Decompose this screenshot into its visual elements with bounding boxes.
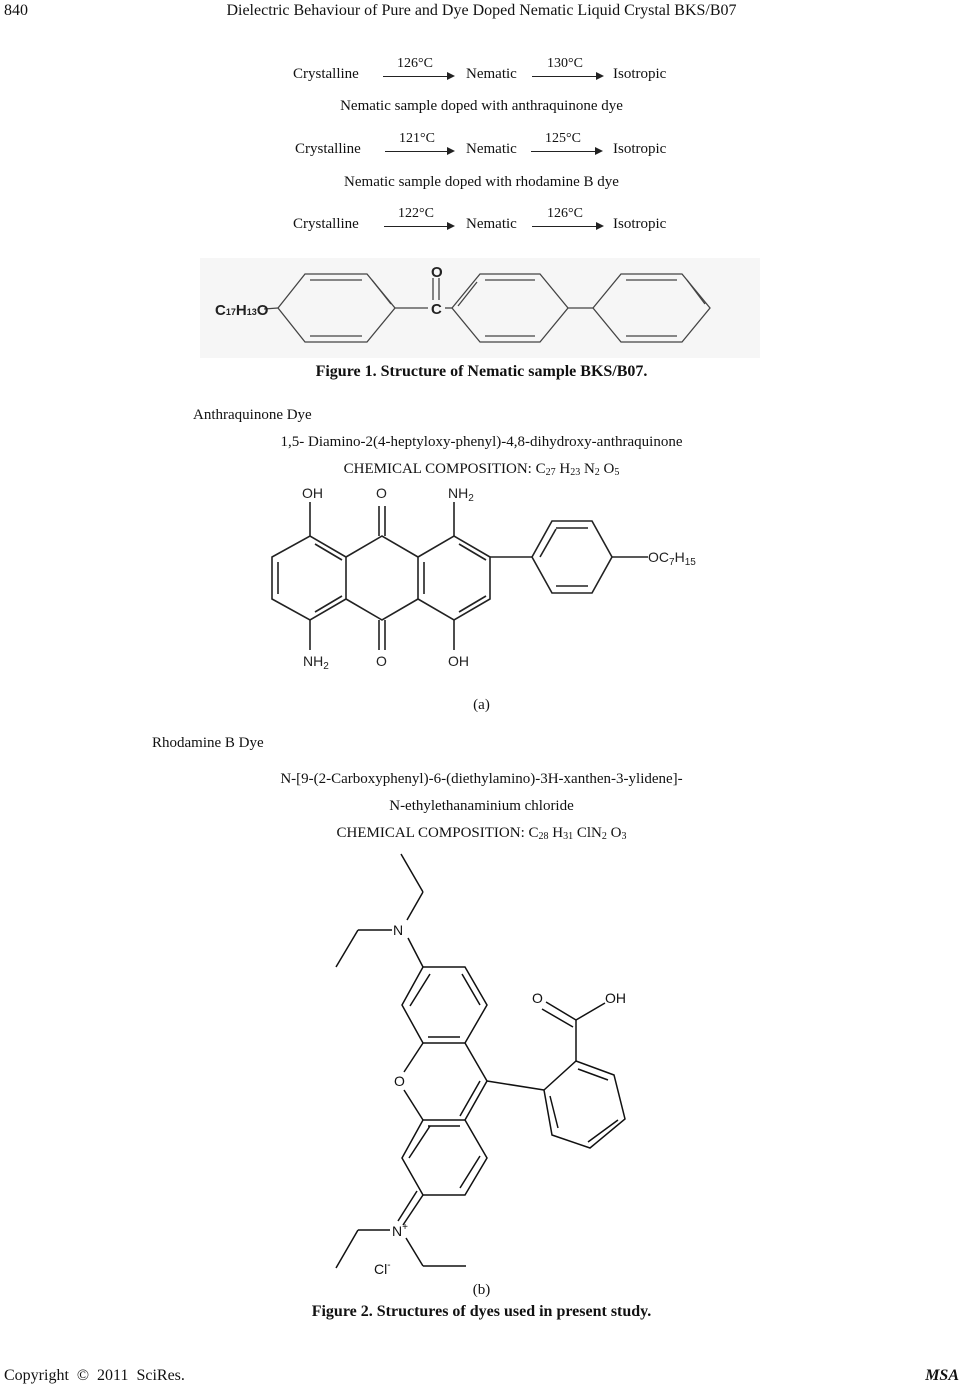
transition-row-pure: [0, 56, 963, 96]
phase-crystalline: Crystalline: [293, 216, 359, 232]
phase-isotropic: Isotropic: [613, 66, 667, 82]
n-top: N: [393, 922, 404, 938]
arrow-icon: [384, 226, 453, 227]
temp-1: 126°C: [397, 56, 433, 71]
page-number: 840: [4, 2, 28, 19]
n-plus: N+: [392, 1222, 408, 1239]
temp-2: 130°C: [547, 56, 583, 71]
rhodamine-name-line1: N-[9-(2-Carboxyphenyl)-6-(diethylamino)-3H-xanthen-3-ylidene]-: [280, 771, 683, 787]
phase-nematic: Nematic: [466, 66, 517, 82]
oh-top: OH: [302, 485, 323, 501]
carbonyl-carbon: C: [431, 301, 442, 318]
arrow-icon: [532, 226, 602, 227]
sublabel-b: (b): [472, 1282, 491, 1298]
carbonyl-oxygen: O: [431, 264, 443, 281]
phase-nematic: Nematic: [466, 216, 517, 232]
temp-2: 125°C: [545, 131, 581, 146]
rhodamine-structure: [320, 850, 640, 1280]
o-acid: O: [532, 990, 543, 1006]
figure1-caption: Figure 1. Structure of Nematic sample BKS/B07.: [315, 363, 648, 380]
label-rhodamine-doped: Nematic sample doped with rhodamine B dye: [344, 174, 619, 190]
o-top: O: [376, 485, 387, 501]
temp-1: 121°C: [399, 131, 435, 146]
phase-crystalline: Crystalline: [295, 141, 361, 157]
oh-bottom: OH: [448, 653, 469, 669]
running-title: Dielectric Behaviour of Pure and Dye Doped Nematic Liquid Crystal BKS/B07: [226, 2, 737, 19]
phase-isotropic: Isotropic: [613, 141, 667, 157]
figure2-caption: Figure 2. Structures of dyes used in present study.: [311, 1303, 652, 1320]
rhodamine-heading: Rhodamine B Dye: [152, 735, 264, 751]
journal-name: MSA: [925, 1367, 959, 1384]
chain-label: C17H13O: [215, 302, 269, 319]
sublabel-a: (a): [473, 697, 490, 713]
rhodamine-name-line2: N-ethylethanaminium chloride: [389, 798, 574, 814]
o-ring: O: [394, 1073, 405, 1089]
rhodamine-composition: CHEMICAL COMPOSITION: $C_{28}$ $H_{31}$ ClN$_2$ $O_3$: [336, 825, 627, 842]
phase-crystalline: Crystalline: [293, 66, 359, 82]
arrow-icon: [532, 76, 602, 77]
phase-nematic: Nematic: [466, 141, 517, 157]
arrow-icon: [531, 151, 601, 152]
o-bottom: O: [376, 653, 387, 669]
temp-1: 122°C: [398, 206, 434, 221]
figure1-structure: [200, 258, 760, 358]
transition-row-anthraquinone: [0, 131, 963, 171]
phase-isotropic: Isotropic: [613, 216, 667, 232]
oh-acid: OH: [605, 990, 626, 1006]
anthraquinone-structure: [260, 480, 720, 680]
copyright: Copyright © 2011 SciRes.: [4, 1367, 185, 1384]
arrow-icon: [385, 151, 453, 152]
anthraquinone-composition: CHEMICAL COMPOSITION: $C_{27}$ $H_{23}$ $N_2$ $O_5$: [343, 461, 620, 478]
temp-2: 126°C: [547, 206, 583, 221]
anthraquinone-heading: Anthraquinone Dye: [193, 407, 312, 423]
nh2-bottom: $NH_2$: [303, 653, 329, 672]
heptyloxy-label: $OC_7H_{15}$: [648, 549, 696, 568]
nh2-top: $NH_2$: [448, 485, 474, 504]
anthraquinone-name: 1,5- Diamino-2(4-heptyloxy-phenyl)-4,8-dihydroxy-anthraquinone: [280, 434, 683, 450]
label-anthraquinone-doped: Nematic sample doped with anthraquinone dye: [340, 98, 623, 114]
arrow-icon: [383, 76, 453, 77]
chloride-ion: Cl-: [374, 1260, 391, 1277]
transition-row-rhodamine: [0, 206, 963, 246]
